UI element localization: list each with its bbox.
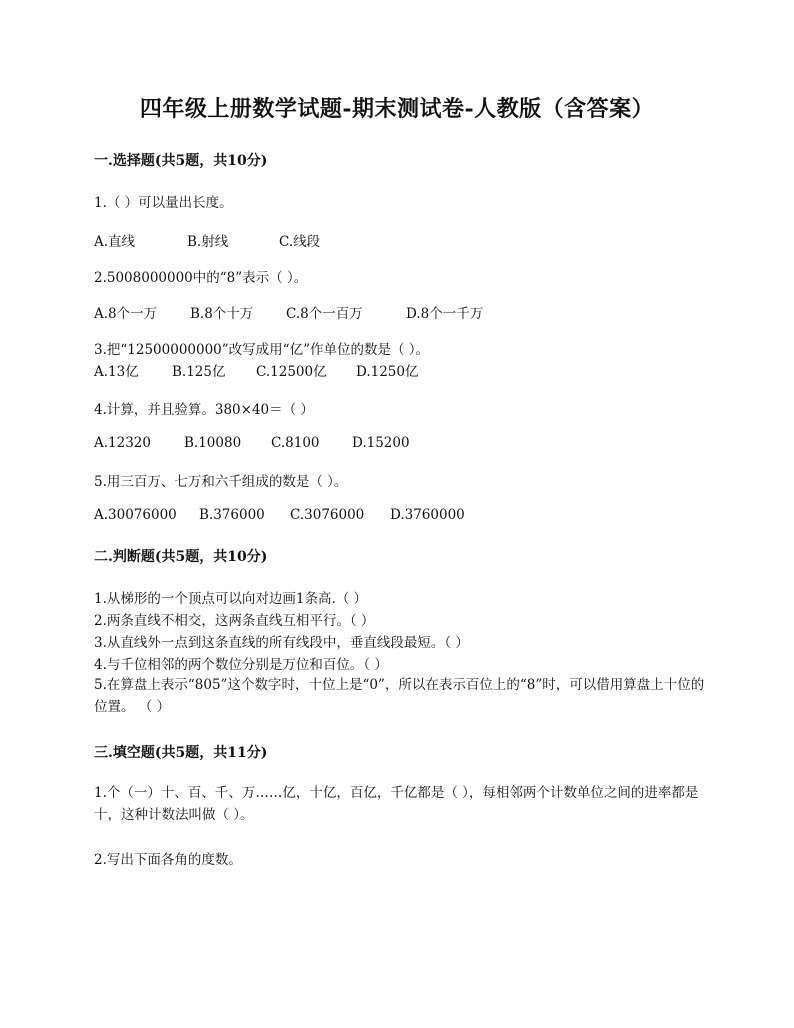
fill-item-2: 2.写出下面各角的度数。 (94, 852, 242, 868)
option-b: B.125亿 (172, 364, 226, 380)
question-5-options (94, 507, 465, 523)
option-c: C.8100 (271, 435, 320, 451)
page-title: 四年级上册数学试题-期末测试卷-人教版（含答案） (139, 96, 655, 122)
question-5: 5.用三百万、七万和六千组成的数是（ ）。 (94, 474, 348, 490)
option-b: B.10080 (184, 435, 242, 451)
question-3-options (94, 360, 419, 380)
section-heading-judgment: 二.判断题(共5题，共10分) (94, 549, 268, 565)
option-a: A.直线 (94, 234, 136, 250)
judgment-item-1: 1.从梯形的一个顶点可以向对边画1条高.（ ） (94, 591, 368, 607)
question-1-options (94, 230, 320, 250)
option-c: C.8个一百万 (286, 306, 363, 322)
option-a: A.8个一万 (94, 306, 158, 322)
question-2-options (94, 302, 483, 322)
option-b: B.8个十万 (190, 306, 254, 322)
judgment-item-3: 3.从直线外一点到这条直线的所有线段中，垂直线段最短。（ ） (94, 635, 469, 651)
option-d: D.15200 (352, 435, 410, 451)
section-heading-choice: 一.选择题(共5题，共10分) (94, 153, 268, 169)
option-a: A.30076000 (94, 507, 177, 523)
option-a: A.13亿 (94, 364, 139, 380)
option-c: C.3076000 (290, 507, 365, 523)
question-1: 1.（ ）可以量出长度。 (94, 195, 233, 211)
question-3: 3.把“12500000000”改写成用“亿”作单位的数是（ ）。 (94, 342, 430, 358)
judgment-item-4: 4.与千位相邻的两个数位分别是万位和百位。（ ） (94, 657, 388, 673)
option-d: D.8个一千万 (406, 306, 484, 322)
section-heading-fill: 三.填空题(共5题，共11分) (94, 745, 268, 761)
question-4-options (94, 435, 410, 451)
question-2: 2.5008000000中的“8”表示（ ）。 (94, 270, 308, 286)
option-b: B.射线 (187, 234, 229, 250)
judgment-item-2: 2.两条直线不相交，这两条直线互相平行。（ ） (94, 613, 375, 629)
option-d: D.1250亿 (356, 364, 419, 380)
question-4: 4.计算，并且验算。380×40＝（ ） (94, 402, 314, 418)
option-c: C.12500亿 (256, 364, 327, 380)
option-b: B.376000 (199, 507, 265, 523)
fill-item-1: 1.个（一）十、百、千、万……亿，十亿，百亿，千亿都是（ ），每相邻两个计数单位之间的进率都是十，这种计数法叫做（ ）。 (94, 785, 699, 823)
option-c: C.线段 (279, 234, 321, 250)
option-d: D.3760000 (390, 507, 465, 523)
option-a: A.12320 (94, 435, 151, 451)
judgment-item-5: 5.在算盘上表示“805”这个数字时，十位上是“0”，所以在表示百位上的“8”时，可以借用算盘上十位的位置。 （ ） (94, 677, 705, 715)
